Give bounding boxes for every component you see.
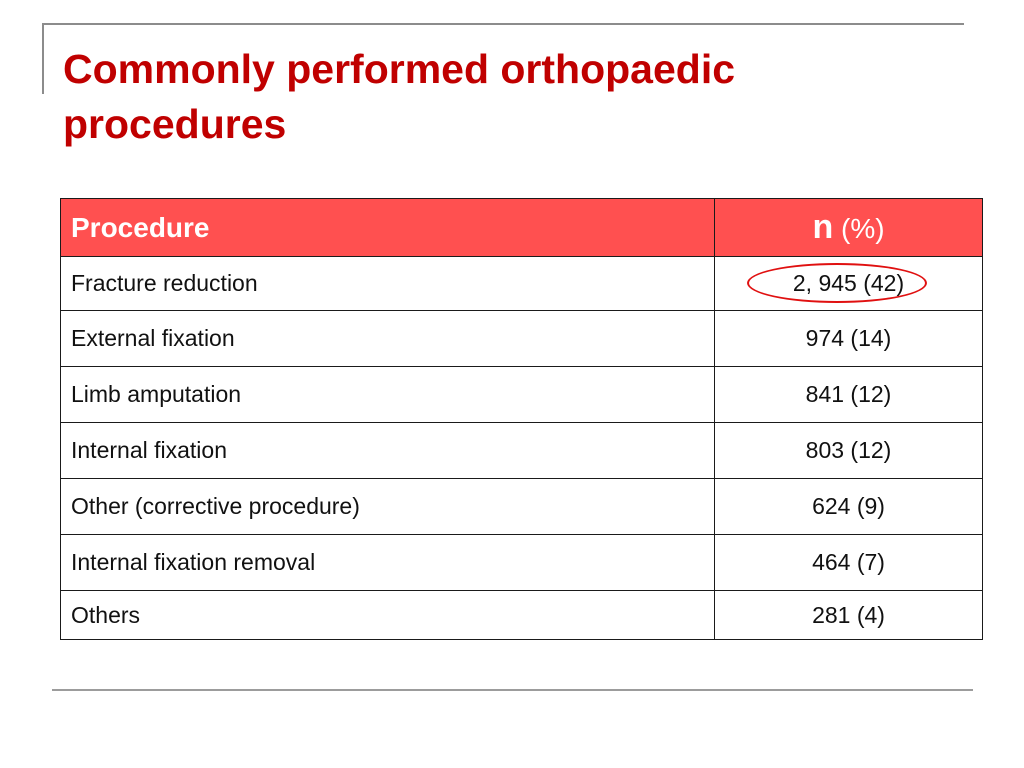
header-procedure: Procedure (61, 199, 715, 257)
header-n-letter: n (812, 208, 834, 246)
slide-title: Commonly performed orthopaedic procedures (63, 46, 736, 147)
header-percent: (%) (841, 213, 885, 244)
row-value: 974 (14) (715, 311, 983, 367)
table-row (61, 591, 983, 640)
frame-left-line (42, 23, 44, 94)
table-row (61, 479, 983, 535)
row-procedure: External fixation (61, 311, 715, 367)
row-value: 841 (12) (715, 367, 983, 423)
row-value: 803 (12) (715, 423, 983, 479)
table-header-row (61, 199, 983, 257)
row-procedure: Internal fixation (61, 423, 715, 479)
row-value: 281 (4) (715, 591, 983, 640)
row-procedure: Fracture reduction (61, 257, 715, 311)
row-value: 464 (7) (715, 535, 983, 591)
frame-top-line (42, 23, 964, 25)
row-value: 2, 945 (42) (715, 257, 983, 311)
row-procedure: Internal fixation removal (61, 535, 715, 591)
table-row (61, 367, 983, 423)
table-row (61, 257, 983, 311)
table-row (61, 423, 983, 479)
frame-bottom-line (52, 689, 973, 691)
procedures-table (60, 198, 983, 640)
row-value: 624 (9) (715, 479, 983, 535)
header-n-percent (715, 199, 983, 257)
table-row (61, 535, 983, 591)
row-procedure: Others (61, 591, 715, 640)
row-procedure: Other (corrective procedure) (61, 479, 715, 535)
row-procedure: Limb amputation (61, 367, 715, 423)
table-row (61, 311, 983, 367)
